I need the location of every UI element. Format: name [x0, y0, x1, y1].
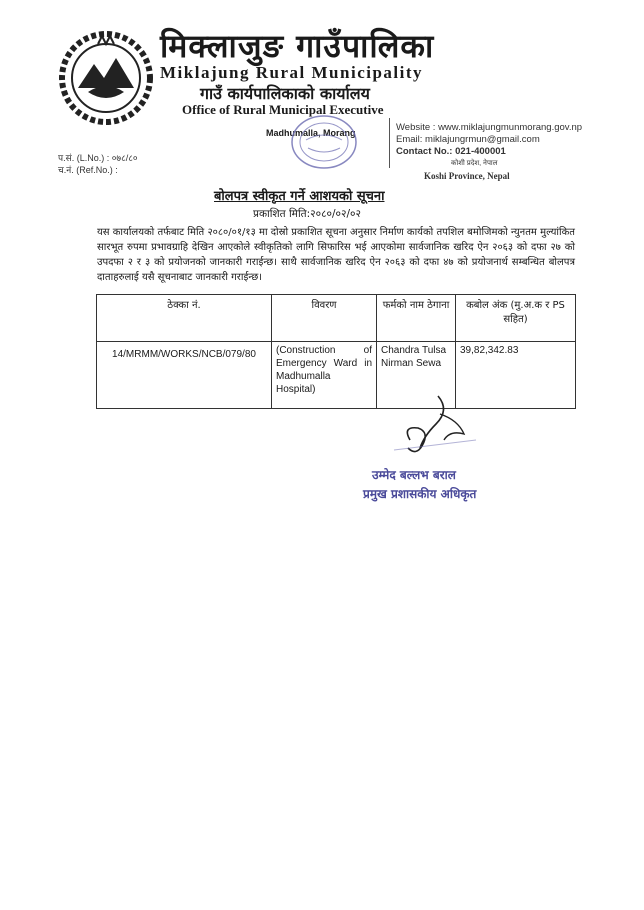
- official-stamp: [280, 112, 360, 172]
- ref-number: च.नं. (Ref.No.) :: [58, 165, 118, 175]
- notice-heading: बोलपत्र स्वीकृत गर्ने आशयको सूचना: [214, 189, 385, 204]
- province-en: Koshi Province, Nepal: [424, 171, 510, 181]
- table-header: विवरण: [272, 295, 377, 342]
- province-np: कोशी प्रदेश, नेपाल: [451, 160, 498, 167]
- bid-table: [96, 294, 576, 409]
- letter-number: प.सं. (L.No.) : ०७८/८०: [58, 153, 138, 163]
- signatory-name: उम्मेद बल्लभ बराल: [372, 468, 456, 482]
- table-header: ठेक्का नं.: [97, 295, 272, 342]
- municipality-name-en: Miklajung Rural Municipality: [160, 63, 424, 82]
- contract-number: 14/MRMM/WORKS/NCB/079/80: [97, 342, 272, 409]
- notice-body: यस कार्यालयको तर्फबाट मिति २०८०/०१/१३ मा दोस्रो प्रकाशित सूचना अनुसार निर्माण कार्यको तपशिल बमोजिमको न्युनतम मुल्यांकित सारभूत रुपमा प्रभावग्राहि देखिन आएकोले स्वीकृतिको लागि सिफारिस भई आएकोमा सार्वजानिक खरिद ऐन २०६३ को दफा २७ को उपदफा २ र ३ को प्रयोजनको जानकारी गराईन्छ। साथै सार्वजानिक खरिद ऐन २०६३ को दफा ४७ को प्रयोजनार्थ सम्बन्धित बोलपत्र दाताहरुलाई यसै सूचनाबाट जानकारी गराईन्छ।: [97, 227, 575, 283]
- municipality-logo: [58, 30, 154, 126]
- signature: [380, 390, 490, 460]
- table-header: कबोल अंक (मु.अ.क र PS सहित): [456, 295, 576, 342]
- municipality-name-np: मिक्लाजुङ गाउँपालिका: [160, 27, 435, 65]
- table-row: [97, 342, 576, 409]
- table-header-row: [97, 295, 576, 342]
- office-name-np: गाउँ कार्यपालिकाको कार्यालय: [200, 84, 370, 103]
- contact-block: [396, 122, 582, 182]
- work-description: (Construction of Emergency Ward in Madhumalla Hospital): [272, 342, 377, 409]
- website-text: Website : www.miklajungmunmorang.gov.np: [396, 122, 583, 133]
- office-address: Madhumalla, Morang: [266, 128, 356, 138]
- bid-amount: 39,82,342.83: [456, 342, 576, 409]
- signatory-title: प्रमुख प्रशासकीय अधिकृत: [363, 487, 477, 501]
- office-name-en: Office of Rural Municipal Executive: [182, 102, 384, 117]
- phone-text: Contact No.: 021-400001: [396, 146, 506, 157]
- firm-name: Chandra Tulsa Nirman Sewa: [377, 342, 456, 409]
- reference-block: [58, 152, 138, 176]
- published-date: प्रकाशित मिति:२०८०/०२/०२: [253, 208, 361, 220]
- table-header: फर्मको नाम ठेगाना: [377, 295, 456, 342]
- header-divider: [389, 118, 390, 168]
- email-text: Email: miklajungrmun@gmail.com: [396, 134, 540, 145]
